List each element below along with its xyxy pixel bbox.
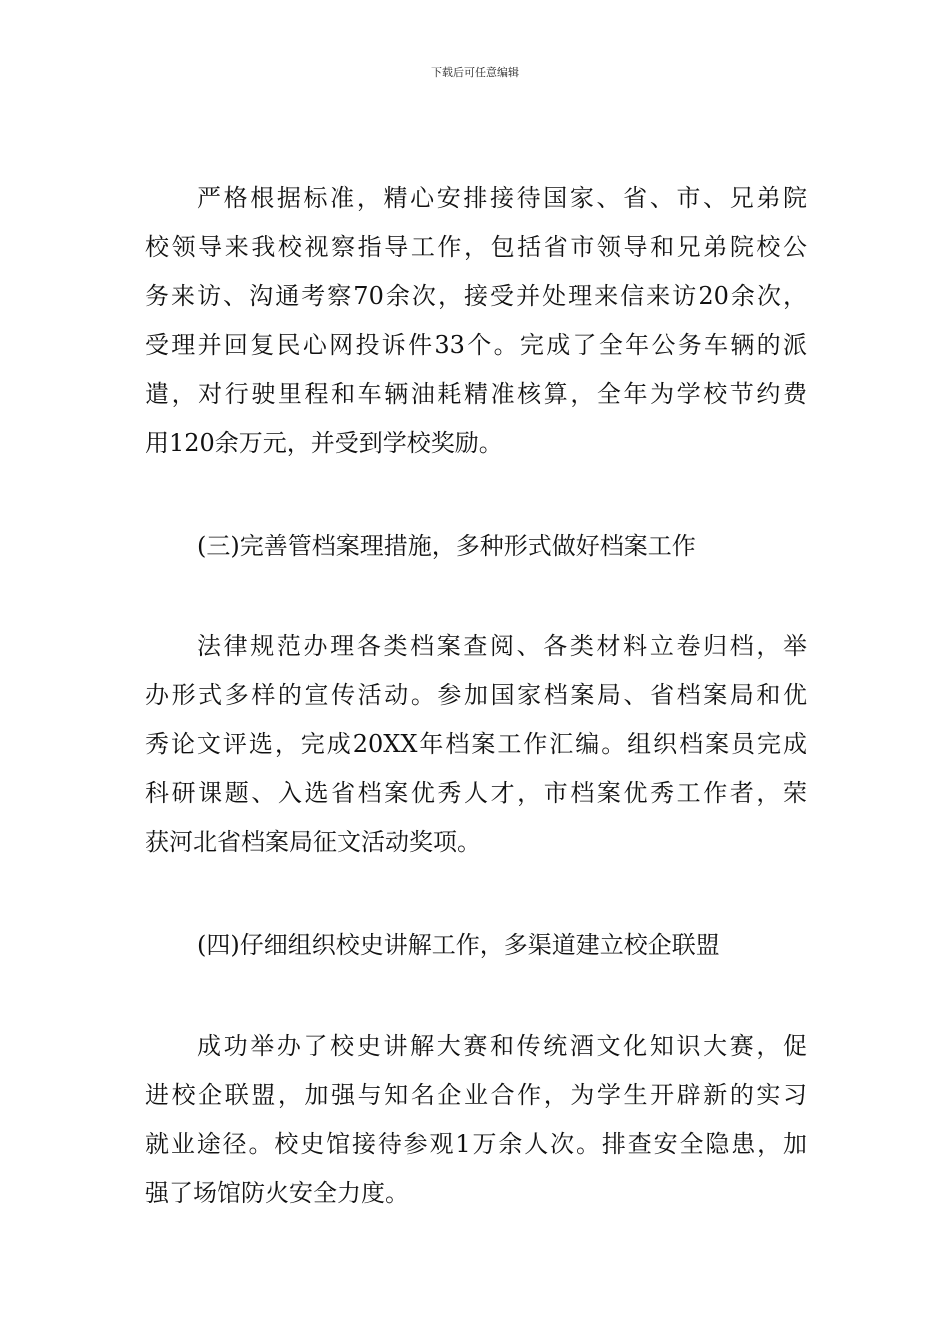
paragraph-line: 校领导来我校视察指导工作，包括省市领导和兄弟院校公 <box>145 233 807 261</box>
paragraph-line: 成功举办了校史讲解大赛和传统酒文化知识大赛，促 <box>197 1032 807 1060</box>
paragraph-school-history <box>145 1022 807 1218</box>
paragraph-line: 受理并回复民心网投诉件33个。完成了全年公务车辆的派 <box>145 331 807 359</box>
section-heading-3 <box>145 522 807 571</box>
paragraph-line: 就业途径。校史馆接待参观1万余人次。排查安全隐患，加 <box>145 1130 807 1158</box>
paragraph-line: 遣，对行驶里程和车辆油耗精准核算，全年为学校节约费 <box>145 380 807 408</box>
paragraph-line: 进校企联盟，加强与知名企业合作，为学生开辟新的实习 <box>145 1081 807 1109</box>
paragraph-line: 科研课题、入选省档案优秀人才，市档案优秀工作者，荣 <box>145 779 807 807</box>
section-heading-archives: (三)完善管档案理措施，多种形式做好档案工作 <box>197 532 696 560</box>
paragraph-line: 强了场馆防火安全力度。 <box>145 1179 409 1207</box>
paragraph-line: 法律规范办理各类档案查阅、各类材料立卷归档，举 <box>197 632 807 660</box>
paragraph-line: 办形式多样的宣传活动。参加国家档案局、省档案局和优 <box>145 681 807 709</box>
section-heading-school-history: (四)仔细组织校史讲解工作，多渠道建立校企联盟 <box>197 931 720 959</box>
paragraph-line: 用120余万元，并受到学校奖励。 <box>145 429 503 457</box>
paragraph-reception <box>145 174 807 468</box>
paragraph-line: 务来访、沟通考察70余次，接受并处理来信来访20余次， <box>145 282 807 310</box>
paragraph-archives <box>145 622 807 867</box>
paragraph-line: 严格根据标准，精心安排接待国家、省、市、兄弟院 <box>197 184 807 212</box>
paragraph-line: 获河北省档案局征文活动奖项。 <box>145 828 481 856</box>
paragraph-line: 秀论文评选，完成20XX年档案工作汇编。组织档案员完成 <box>145 730 807 758</box>
section-heading-4 <box>145 921 807 970</box>
page-header: 下载后可任意编辑 <box>431 66 519 79</box>
